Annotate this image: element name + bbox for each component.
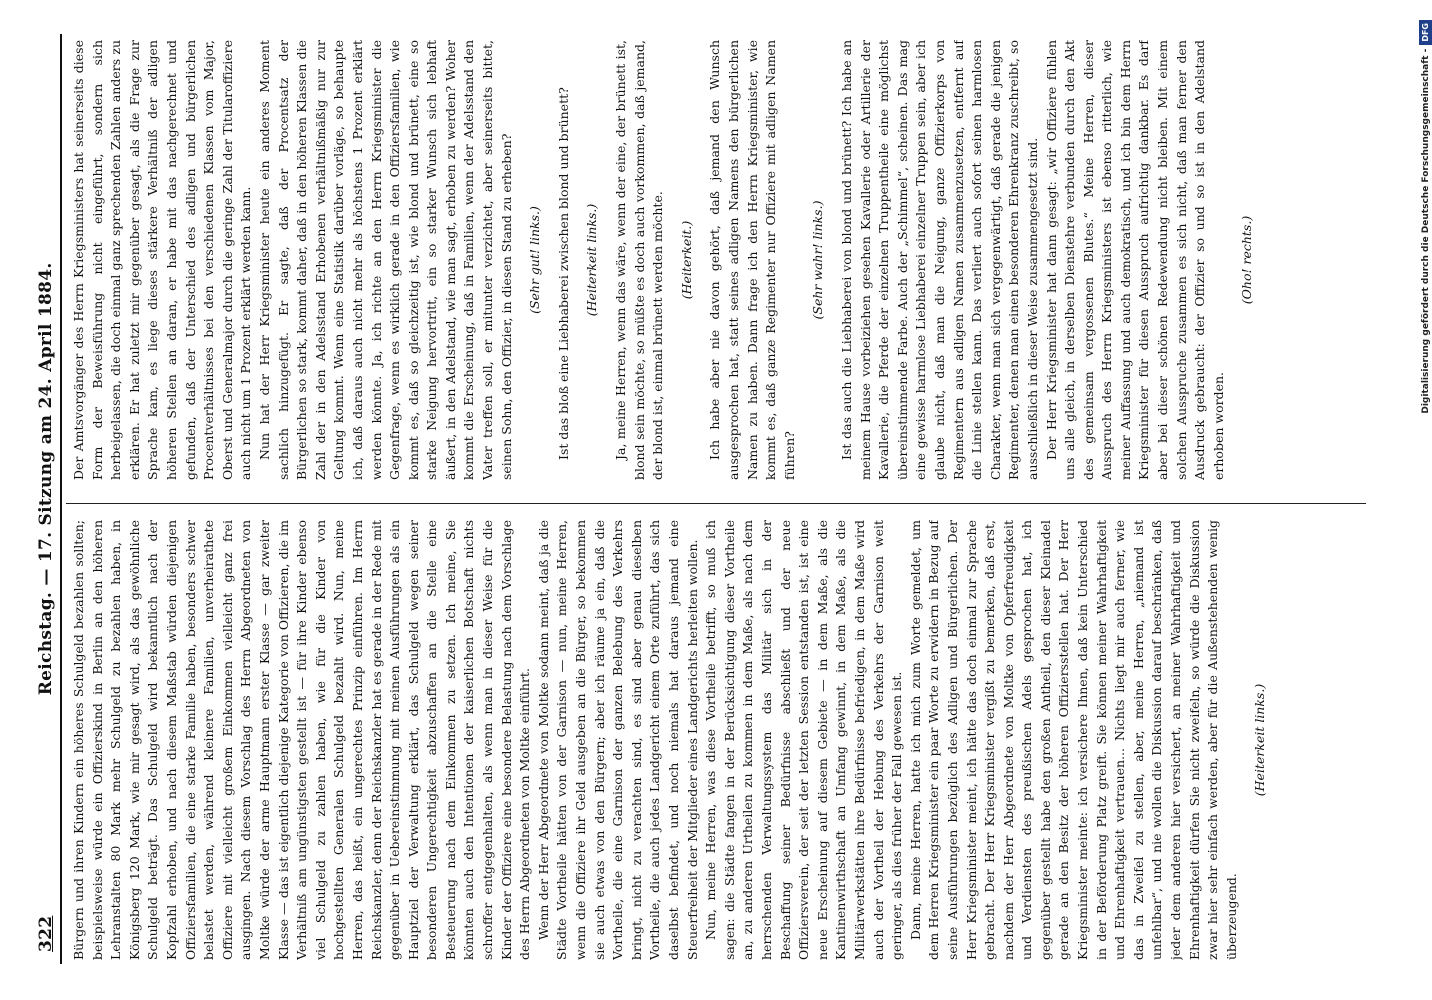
paragraph: Nun, meine Herren, was diese Vortheile betrifft, so muß ich sagen: die Städte fangen in der Berücksichtigung dieser Vortheile an, zu anderen Urtheilen zu kommen in dem Maße, als nach dem herrschenden Verwaltungssystem das Militär sich in der Beschaffung seiner Bedürfnisse abschließt und der neue Offiziersverein, der seit der letzten Session entstanden ist, ist eine neue Erscheinung auf diesem Gebiete — in dem Maße, als die Kantinenwirthschaft an Umfang gewinnt, in dem Maße, als die Militärwerkstätten ihre Bedürfnisse befriedigen, in dem Maße wird auch der Vortheil der Hebung des Verkehrs der Garnison weit geringer, als dies früher der Fall gewesen ist. [703, 520, 905, 960]
paragraph: Ist das auch die Liebhaberei von blond und brünett? Ich habe an meinem Hause vorbeiziehen gesehen Kavallerie oder Artillerie der Kavallerie, die Pferde der einzelnen Truppentheile eine möglichst übereinstimmende Farbe. Auch der „Schimmel“, scheinen. Das mag eine gewisse harmlose Liebhaberei einzelner Truppen sein, aber ich glaube nicht, daß man die Neigung, ganze Offizierkorps von Regimentern aus adligen Namen zusammenzusetzen, entfernt auf die Linie stellen kann. Das verliert auch sofort seinen harmlosen Charakter, wenn man sich vergegenwärtigt, daß gerade die jenigen Regimenter, denen man einen besonderen Ehrenkranz zuschreibt, so ausschließlich in dieser Weise zusammengesetzt sind. [838, 40, 1040, 480]
dfg-logo: DFG [1419, 20, 1432, 45]
left-column [70, 520, 1370, 960]
header-rule [60, 34, 62, 964]
paragraph: Ja, meine Herren, wenn das wäre, wenn der eine, der brünett ist, blond sein möchte, so müßte es doch auch vorkommen, daß jemand, der blond ist, einmal brünett werden möchte. [613, 40, 666, 480]
interjection: (Heiterkeit links.) [584, 203, 600, 317]
paragraph: Dann, meine Herren, hatte ich mich zum Worte gemeldet, um dem Herren Kriegsminister ein paar Worte zu erwidern in Bezug auf seine Ausführungen bezüglich des Adligen und Bürgerlichen. Der Herr Kriegsminister meint, ich hätte das doch einmal zur Sprache gebracht. Der Herr Kriegsminister vergißt zu bemerken, daß erst, nachdem der Herr Abgeordnete von Moltke von Opferfreudigkeit und Verdiensten des preußischen Adels gesprochen hat, ich gegenüber gestellt habe den großen Antheil, den dieser Kleinadel gerade an den Besitz der höheren Offiziersstellen hat. Der Herr Kriegsminister meinte: ich versichere Ihnen, daß kein Unterschied in der Beförderung Platz greift. Sie können meiner Wahrhaftigkeit und Ehrenhaftigkeit vertrauen... Nichts liegt mir auch ferner, wie das in Zweifel zu stellen, aber, meine Herren, „niemand ist unfehlbar“, und nie wollen die Diskussion darauf beschränken, daß jeder dem anderen hier versichert, an meiner Wahrhaftigkeit und Ehrenhaftigkeit dürfen Sie nicht zweifeln, so würde die Diskussion zwar hier sehr einfach werden, aber für die Außenstehenden wenig überzeugend. [907, 520, 1239, 960]
interjection: (Heiterkeit.) [678, 220, 694, 300]
interjection: (Sehr gut! links.) [527, 206, 543, 314]
page-number: 322 [36, 915, 56, 952]
right-column [70, 40, 1370, 480]
dfg-credit-strip [1419, 0, 1432, 1000]
session-title [36, 42, 56, 916]
parliament-name: Reichstag. [36, 591, 56, 696]
column-divider [66, 503, 1366, 504]
paragraph: Der Herr Kriegsminister hat dann gesagt: „wir Offiziere fühlen uns alle gleich, in derselben Dienstehre verbunden durch den Akt des gemeinsam vergossenen Blutes.“ Meine Herren, dieser Ausspruch des Herrn Kriegsministers ist ebenso ritterlich, wie meiner Auffassung und auch demokratisch, und ich bin dem Herrn Kriegsminister für diesen Ausspruch aufrichtig dankbar. Es darf aber bei dieser schönen Redewendung nicht bleiben. Mit einem solchen Ausspruche zusammen es sich nicht, daß man ferner den Ausdruck gebraucht: der Offizier so und so ist in den Adelstand erhoben worden. [1043, 40, 1226, 480]
credit-text-rotated [1419, 0, 1432, 1000]
paragraph: Nun hat der Herr Kriegsminister heute ein anderes Moment sachlich hinzugefügt. Er sagte, daß der Procentsatz der Bürgerlichen so stark, kommt daher, daß in den höheren Klassen die Zahl der in den Adelsstand Erhobenen verhältnißmäßig nur zur Geltung kommt. Wenn eine Statistik darüber vorläge, so behaupte ich, daß daraus auch nicht mehr als höchstens 1 Prozent erklärt werden könnte. Ja, ich richte an den Herrn Kriegsminister die Gegenfrage, wenn es wirklich gerade in den Offiziersfamilien, wie kommt es, daß so gleichzeitig ist, wie blond und brünett, eine so starke Neigung hervortritt, ein so starker Wunsch sich lebhaft äußert, in den Adelstand, wie man sagt, erhoben zu werden? Woher kommt die Erscheinung, daß in Familien, wenn der Adelsstand den Vater treffen soll, er mitunter verzichtet, aber seinerseits bittet, seinen Sohn, den Offizier, in diesen Stand zu erheben? [256, 40, 514, 480]
paragraph: Ist das bloß eine Liebhaberei zwischen blond und brünett? [555, 87, 571, 460]
interjection: (Heiterkeit links.) [1252, 683, 1268, 797]
session-date: — 17. Sitzung am 24. April 1884. [36, 262, 56, 586]
credit-text: Digitalisierung gefördert durch die Deutsche Forschungsgemeinschaft - [1421, 48, 1431, 414]
paragraph: Der Amtsvorgänger des Herrn Kriegsministers hat seinerseits diese Form der Beweisführung nicht eingeführt, sondern sich herbeigelassen, die doch einmal ganz sprechenden Zahlen anders zu erklären. Er hat zuletzt mir gegenüber gesagt, als die Frage zur Sprache kam, es liege dieses stärkere Verhältniß der adligen höheren Stellen an daran, er habe mit das nachgerechnet und gefunden, daß der Unterschied des adligen und bürgerlichen Procentverhältnisses bei den verschiedenen Klassen vom Major, Oberst und Generalmajor durch die geringe Zahl der Titularoffiziere auch nicht um 1 Prozent erklärt werden kann. [71, 40, 254, 480]
paragraph: Wenn der Herr Abgeordnete von Moltke sodann meint, daß ja die Städte Vortheile hätten von der Garnison — nun, meine Herren, wenn die Offiziere ihr Geld ausgeben an die Bürger, so bekommen sie auch etwas von den Bürgern; aber ich räume ja ein, daß die Vortheile, die eine Garnison der ganzen Belebung des Verkehrs bringt, nicht zu verachten sind, es sind aber genau dieselben Vortheile, die auch jedes Landgericht einem Orte zuführt, das sich daselbst befindet, und noch niemals hat daraus jemand eine Steuerfreiheit der Mitglieder eines Landgerichts herleiten wollen. [535, 520, 700, 960]
paragraph: Bürgern und ihren Kindern ein höheres Schulgeld bezahlen sollten; beispielsweise würde ein Offizierskind in Berlin an den höheren Lehranstalten 80 Mark mehr Schulgeld zu bezahlen haben, in Königsberg 120 Mark, wie mir gesagt wird, als das gewöhnliche Schulgeld beträgt. Das Schulgeld wird bekanntlich nach der Kopfzahl erhoben, und nach diesem Maßstab würden diejenigen Offiziersfamilien, die eine starke Familie haben, besonders schwer belastet werden, während kleinere Familien, unverheirathete Offiziere mit vielleicht großem Einkommen vielleicht ganz frei ausgingen. Nach diesem Vorschlag des Herrn Abgeordneten von Moltke würde der arme Hauptmann erster Klasse — gar zweiter Klasse — das ist eigentlich diejenige Kategorie von Offizieren, die im Verhältniß am ungünstigsten gestellt ist — für ihre Kinder ebenso viel Schulgeld zu zahlen haben, wie für die Kinder von hochgestellten Generalen Schulgeld bezahlt wird. Nun, meine Herren, das heißt, ein ungerechtes Prinzip einführen. Im Herrn Reichskanzler, denn der Reichskanzler hat es gerade in der Rede mit gegenüber in Uebereinstimmung mit meinen Ausführungen als ein Hauptziel der Verwaltung erklärt, das Schulgeld wegen seiner besonderen Ungerechtigkeit abzuschaffen an die Stelle eine Besteuerung nach dem Einkommen zu setzen. Ich meine, Sie könnten auch den Intentionen der kaiserlichen Botschaft nichts schroffer entgegenhalten, als wenn man in dieser Weise für die Kinder der Offiziere eine besondere Belastung nach dem Vorschlage des Herrn Abgeordneten von Moltke einführt. [71, 520, 533, 960]
running-head [28, 42, 56, 952]
interjection: (Oho! rechts.) [1239, 215, 1255, 305]
interjection: (Sehr wahr! links.) [810, 200, 826, 320]
paragraph: Ich habe aber nie davon gehört, daß jemand den Wunsch ausgesprochen hat, statt seines adligen Namens den bürgerlichen Namen zu haben. Dann frage ich den Herrn Kriegsminister, wie kommt es, daß ganze Regimenter nur Offiziere mit adligen Namen führen? [707, 40, 797, 480]
